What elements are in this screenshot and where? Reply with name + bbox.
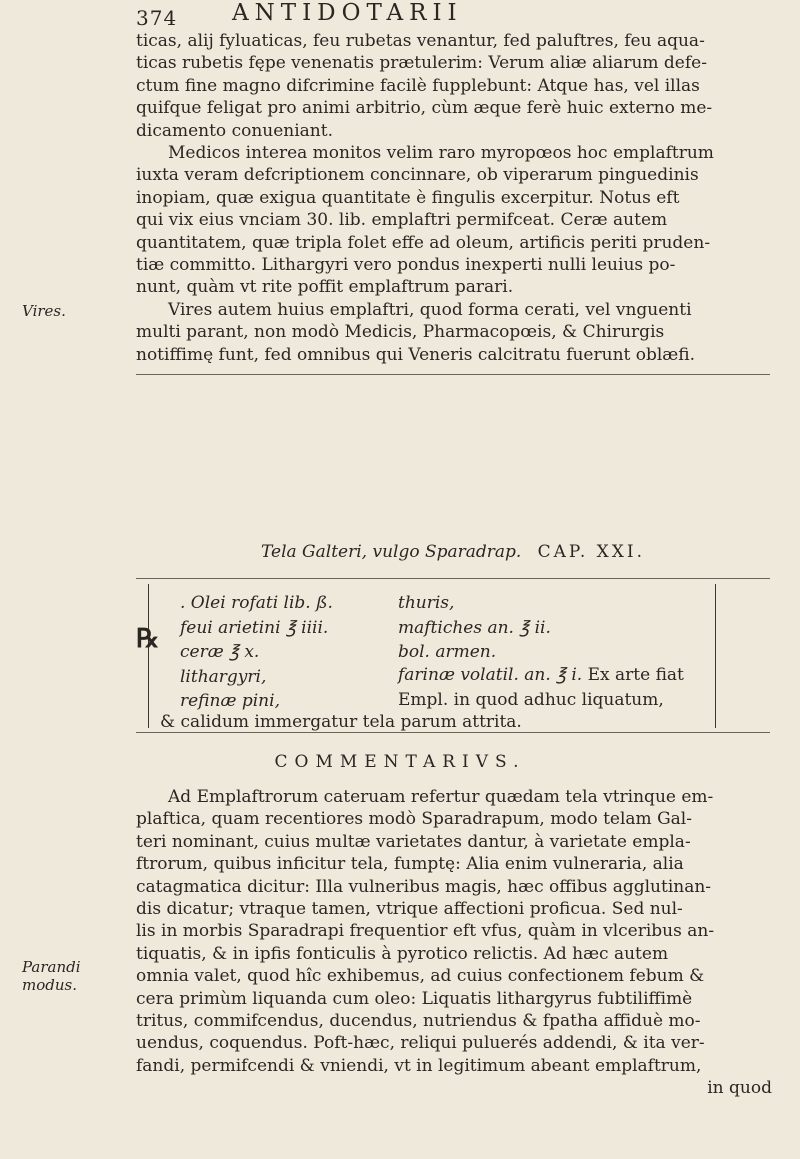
text-line: ctum fine magno difcrimine facilè fupplebunt: Atque has, vel illas (136, 75, 700, 96)
text-line: cera primùm liquanda cum oleo: Liquatis lithargyrus fubtiliffimè (136, 988, 693, 1009)
commentary-text (136, 786, 772, 1100)
recipe-symbol: ℞ (136, 624, 160, 654)
recipe-rule-top (136, 578, 770, 579)
text-line: fandi, permifcendi & vniendi, vt in legitimum abeant emplaftrum, (136, 1055, 702, 1076)
ingredient: thuris, (398, 593, 455, 613)
margin-note-parandi (22, 958, 81, 994)
recipe-directive: Ex arte fiat (582, 665, 684, 685)
text-line: plaftica, quam recentiores modò Sparadrapum, modo telam Gal- (136, 809, 692, 830)
ingredient: refinæ pini, (180, 691, 280, 711)
ingredient: maftiches an. ℥ ii. (398, 617, 551, 638)
chapter-title: Tela Galteri, vulgo Sparadrap. (261, 542, 522, 562)
recipe-instructions (398, 663, 684, 712)
text-line: tritus, commifcendus, ducendus, nutriendus & fpatha affiduè mo- (136, 1011, 701, 1032)
text-line: dis dicatur; vtraque tamen, vtrique affectioni proficua. Sed nul- (136, 899, 683, 920)
margin-note-line: Parandi (22, 958, 81, 976)
text-line: ticas rubetis fępe venenatis prætulerim: Verum aliæ aliarum defe- (136, 53, 707, 74)
margin-note-vires: Vires. (22, 302, 66, 320)
ingredient: lithargyri, (180, 666, 267, 687)
text-line: Medicos interea monitos velim raro myropœos hoc emplaftrum (168, 143, 714, 163)
text-line: in quod (707, 1078, 772, 1099)
recipe-rule-bottom (136, 732, 770, 733)
ingredient: ceræ ℥ x. (180, 642, 260, 662)
text-line: tiæ committo. Lithargyri vero pondus inexperti nulli leuius po- (136, 255, 676, 276)
chapter-number: CAP. XXI. (537, 542, 645, 562)
text-line: ftrorum, quibus inficitur tela, fumptę: Alia enim vulneraria, alia (136, 854, 684, 875)
text-line: dicamento conueniant. (136, 120, 333, 141)
text-line: quantitatem, quæ tripla folet effe ad oleum, artificis periti pruden- (136, 232, 711, 253)
text-line: lis in morbis Sparadrapi frequentior eft vfus, quàm in vlceribus an- (136, 921, 715, 942)
text-line: quifque feligat pro animi arbitrio, cùm æque ferè huic externo me- (136, 98, 713, 119)
running-head: ANTIDOTARII (232, 0, 463, 26)
text-line: uendus, coquendus. Poft-hæc, reliqui puluerés addendi, & ita ver- (136, 1033, 705, 1054)
chapter-heading (136, 542, 770, 562)
margin-note-line: modus. (22, 976, 77, 994)
ingredient: . Olei rofati lib. ß. (180, 593, 333, 613)
text-line: inopiam, quæ exigua quantitate è fingulis excerpitur. Notus eft (136, 187, 680, 208)
recipe-ingredients-right (398, 591, 551, 665)
text-line: notiffimę funt, fed omnibus qui Veneris calcitratu fuerunt oblæfi. (136, 344, 696, 365)
recipe-directive-3: & calidum immergatur tela parum attrita. (160, 712, 522, 732)
ingredient: feui arietini ℥ iiii. (180, 617, 329, 638)
text-line: tiquatis, & in ipfis fonticulis à pyrotico relictis. Ad hæc autem (136, 943, 669, 964)
ingredient: farinæ volatil. an. ℥ i. (398, 665, 583, 685)
text-line: multi parant, non modò Medicis, Pharmacopœis, & Chirurgis (136, 322, 665, 343)
text-line: catagmatica dicitur: Illa vulneribus magis, hæc offibus agglutinan- (136, 876, 712, 897)
section-rule (136, 374, 770, 375)
text-line: omnia valet, quod hîc exhibemus, ad cuius confectionem febum & (136, 966, 705, 987)
commentary-heading: COMMENTARIVS. (274, 752, 526, 772)
recipe-ingredients-left (180, 591, 333, 714)
text-line: qui vix eius vnciam 30. lib. emplaftri permifceat. Ceræ autem (136, 210, 668, 231)
text-line: Ad Emplaftrorum cateruam refertur quædam tela vtrinque em- (168, 787, 714, 807)
paragraph-continuation (136, 30, 772, 142)
ingredient: bol. armen. (398, 642, 497, 662)
text-line: ticas, alij fyluaticas, feu rubetas venantur, fed paluftres, feu aqua- (136, 31, 705, 51)
paragraph-medicos (136, 142, 772, 366)
text-line: iuxta veram defcriptionem concinnare, ob viperarum pinguedinis (136, 165, 699, 186)
text-line: teri nominant, cuius multæ varietates dantur, à varietate empla- (136, 831, 691, 852)
text-line: Vires autem huius emplaftri, quod forma cerati, vel vnguenti (168, 299, 692, 320)
recipe-directive-2: Empl. in quod adhuc liquatum, (398, 689, 664, 710)
page-number: 374 (136, 6, 178, 30)
text-line: nunt, quàm vt rite poffit emplaftrum parari. (136, 277, 514, 298)
